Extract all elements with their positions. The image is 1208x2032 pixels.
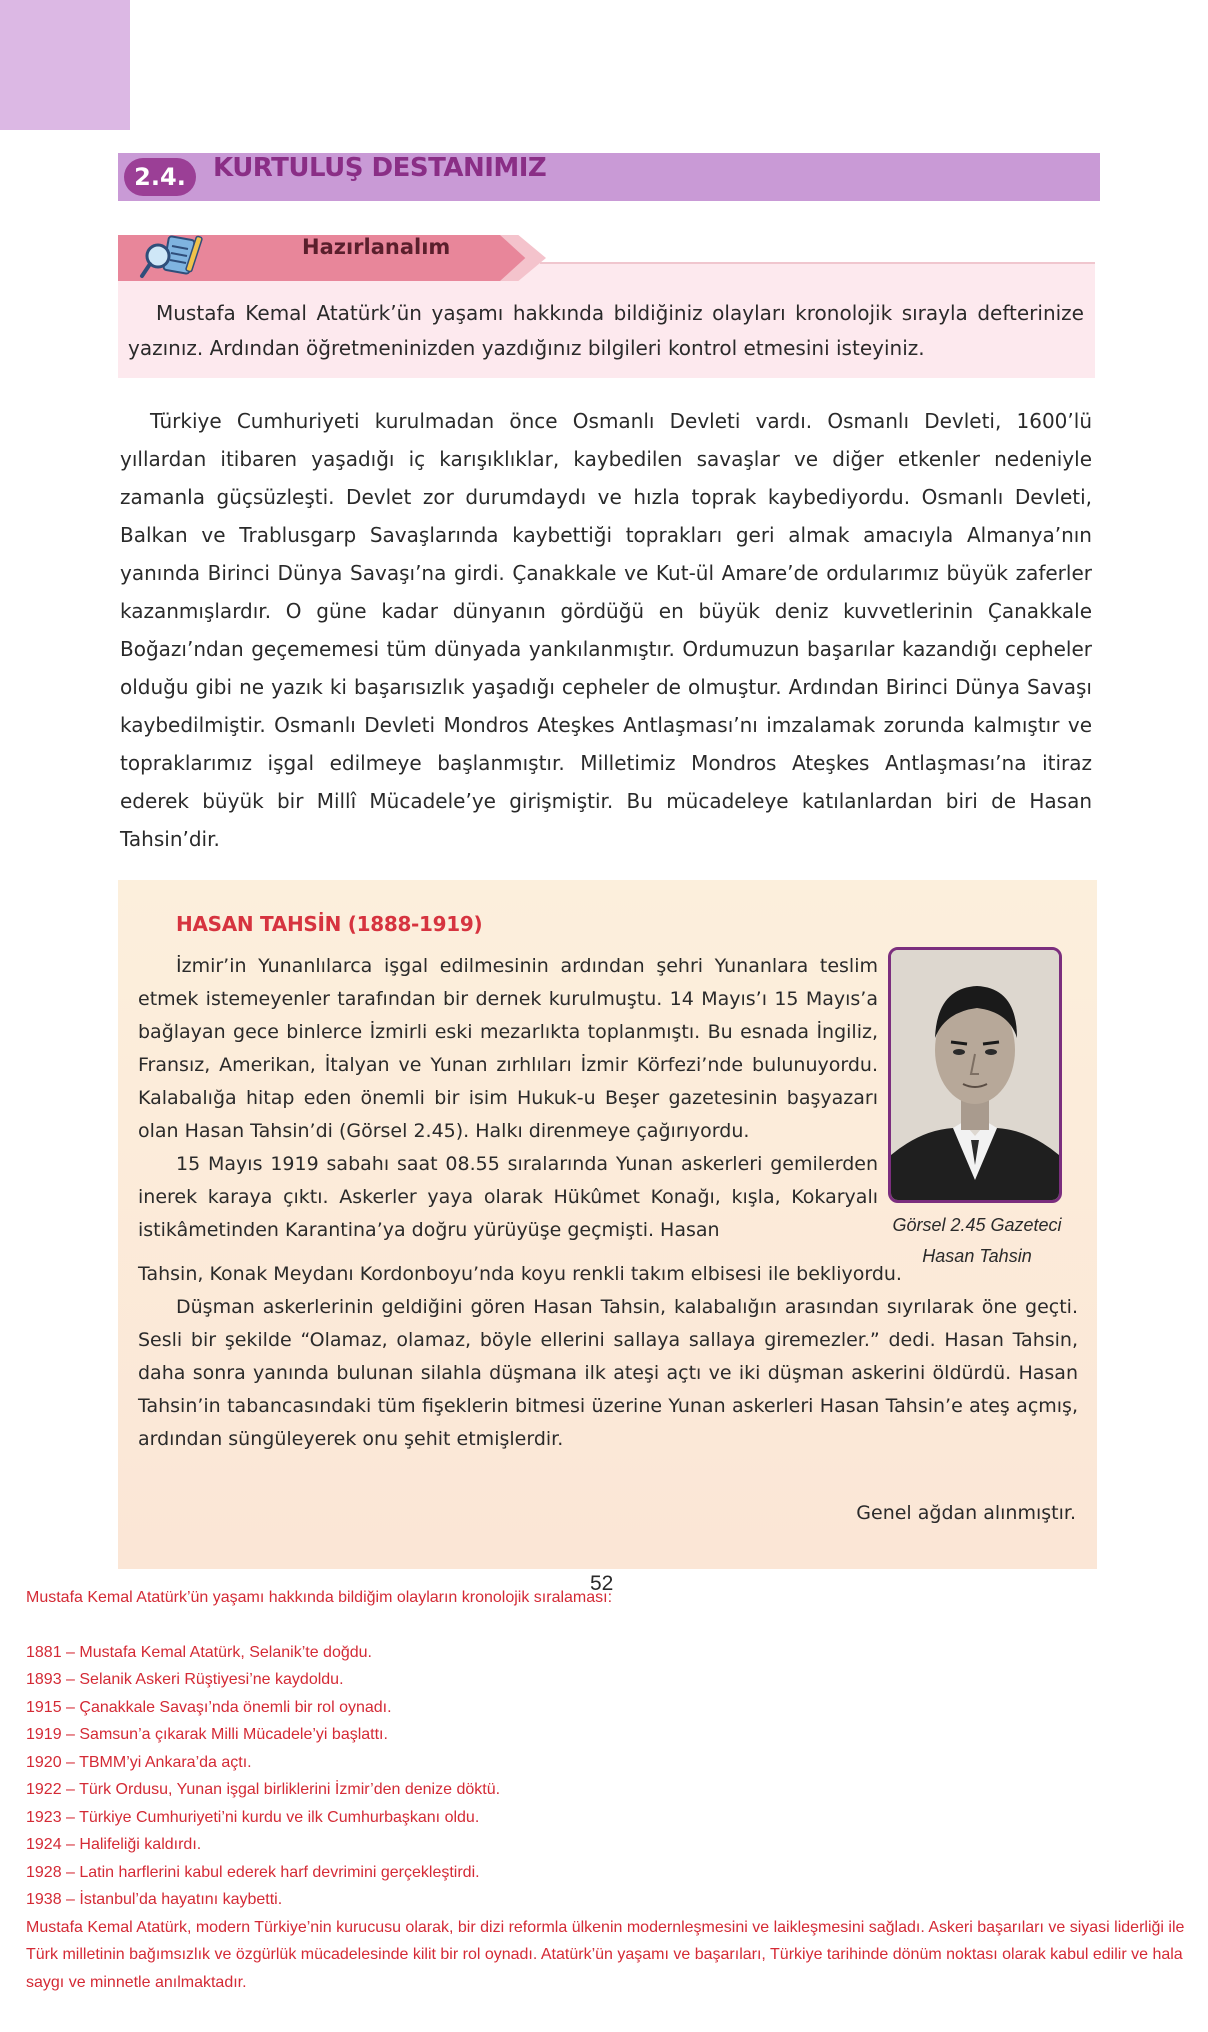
story-title: HASAN TAHSİN (1888-1919) [176,912,483,936]
answer-summary: Mustafa Kemal Atatürk, modern Türkiye’nin kurucusu olarak, bir dizi reformla ülkenin modernleşmesini ve laikleşmesini sağladı. Askeri başarıları ve siyasi liderliği ile Türk milletinin bağımsızlık ve özgürlük mücadelesinde kilit bir rol oynadı. Atatürk’ün yaşamı ve başarıları, Türkiye tarihinde dönüm noktası olarak kabul edilir ve hala saygı ve minnetle anılmaktadır. [26,1918,1185,1991]
photo-caption-line-1: Görsel 2.45 Gazeteci [892,1215,1062,1235]
list-item: 1928 – Latin harflerini kabul ederek harf devrimini gerçekleştirdi. [26,1863,480,1881]
prep-title: Hazırlanalım [302,235,451,259]
list-item: 1915 – Çanakkale Savaşı’nda önemli bir rol oynadı. [26,1698,392,1716]
story-paragraph-1: İzmir’in Yunanlılarca işgal edilmesinin ardından şehri Yunanlara teslim etmek istemeyenler tarafından bir dernek kurulmuştu. 14 Mayıs’ı 15 Mayıs’a bağlayan gece binlerce İzmirli eski mezarlıkta toplanmıştı. Bu esnada İngiliz, Fransız, Amerikan, İtalyan ve Yunan zırhlıları İzmir Körfezi’nde bulunuyordu. Kalabalığa hitap eden önemli bir isim Hukuk-u Beşer gazetesinin başyazarı olan Hasan Tahsin’di (Görsel 2.45). Halkı direnmeye çağırıyordu. [138,955,878,1142]
section-number: 2.4. [124,158,196,196]
story-paragraph-3: Düşman askerlerinin geldiğini gören Hasan Tahsin, kalabalığın arasından sıyrılarak öne geçti. Sesli bir şekilde “Olamaz, olamaz, böyle ellerini sallaya sallaya giremezler.” dedi. Hasan Tahsin, daha sonra yanında bulunan silahla düşmana ilk ateşi açtı ve iki düşman askerini öldürdü. Hasan Tahsin’in tabancasındaki tüm fişeklerin bitmesi üzerine Yunan askerleri Hasan Tahsin’e ateş açmış, ardından süngüleyerek onu şehit etmişlerdir. [138,1296,1078,1450]
list-item: 1920 – TBMM’yi Ankara’da açtı. [26,1753,252,1771]
portrait-photo [888,947,1062,1203]
event-list [26,1639,1186,1914]
list-item: 1924 – Halifeliği kaldırdı. [26,1836,202,1853]
list-item: 1923 – Türkiye Cumhuriyeti’ni kurdu ve ilk Cumhurbaşkanı oldu. [26,1808,480,1826]
list-item: 1881 – Mustafa Kemal Atatürk, Selanik’te doğdu. [26,1643,372,1661]
story-paragraph-2-start: 15 Mayıs 1919 sabahı saat 08.55 sıralarında Yunan askerleri gemilerden inerek karaya çıktı. Askerler yaya olarak Hükûmet Konağı, kışla, Kokaryalı istikâmetinden Karantina’ya doğru yürüyüşe geçmişti. Hasan [138,1153,878,1241]
portrait-icon [891,950,1059,1200]
photo-caption-line-2: Hasan Tahsin [922,1246,1032,1266]
answer-block [26,1584,1186,1996]
story-continued [138,1258,1078,1456]
answer-heading: Mustafa Kemal Atatürk’ün yaşamı hakkında bildiğim olayların kronolojik sıralaması: [26,1589,613,1606]
page-number: 52 [590,1572,614,1595]
story-source: Genel ağdan alınmıştır. [856,1502,1076,1524]
study-tools-icon [136,232,206,286]
list-item: 1938 – İstanbul’da hayatını kaybetti. [26,1891,283,1908]
section-title: KURTULUŞ DESTANIMIZ [213,153,547,183]
story-paragraph-2-end: Tahsin, Konak Meydanı Kordonboyu’nda koyu renkli takım elbisesi ile bekliyordu. [138,1263,902,1285]
story-column [138,950,878,1247]
list-item: 1919 – Samsun’a çıkarak Milli Mücadele’yi başlattı. [26,1726,388,1743]
corner-tab [0,0,130,130]
prep-divider [540,262,1095,264]
body-paragraph: Türkiye Cumhuriyeti kurulmadan önce Osmanlı Devleti vardı. Osmanlı Devleti, 1600’lü yıllardan itibaren yaşadığı iç karışıklıklar, kaybedilen savaşlar ve diğer etkenler nedeniyle zamanla güçsüzleşti. Devlet zor durumdaydı ve hızla toprak kaybediyordu. Osmanlı Devleti, Balkan ve Trablusgarp Savaşlarında kaybettiği toprakları geri almak amacıyla Almanya’nın yanında Birinci Dünya Savaşı’na girdi. Çanakkale ve Kut-ül Amare’de ordularımız büyük zaferler kazanmışlardır. O güne kadar dünyanın gördüğü en büyük deniz kuvvetlerinin Çanakkale Boğazı’ndan geçememesi tüm dünyada yankılanmıştır. Ordumuzun başarılar kazandığı cepheler olduğu gibi ne yazık ki başarısızlık yaşadığı cepheler de olmuştur. Ardından Birinci Dünya Savaşı kaybedilmiştir. Osmanlı Devleti Mondros Ateşkes Antlaşması’nı imzalamak zorunda kalmıştır ve topraklarımız işgal edilmeye başlanmıştır. Milletimiz Mondros Ateşkes Antlaşması’na itiraz ederek büyük bir Millî Mücadele’ye girişmiştir. Bu mücadeleye katılanlardan biri de Hasan Tahsin’dir. [120,409,1092,851]
list-item: 1893 – Selanik Askeri Rüştiyesi’ne kaydoldu. [26,1671,344,1688]
prep-text: Mustafa Kemal Atatürk’ün yaşamı hakkında bildiğiniz olayları kronolojik sırayla defterinize yazınız. Ardından öğretmeninizden yazdığınız bilgileri kontrol etmesini isteyiniz. [128,301,1084,360]
list-item: 1922 – Türk Ordusu, Yunan işgal birliklerini İzmir’den denize döktü. [26,1781,501,1798]
